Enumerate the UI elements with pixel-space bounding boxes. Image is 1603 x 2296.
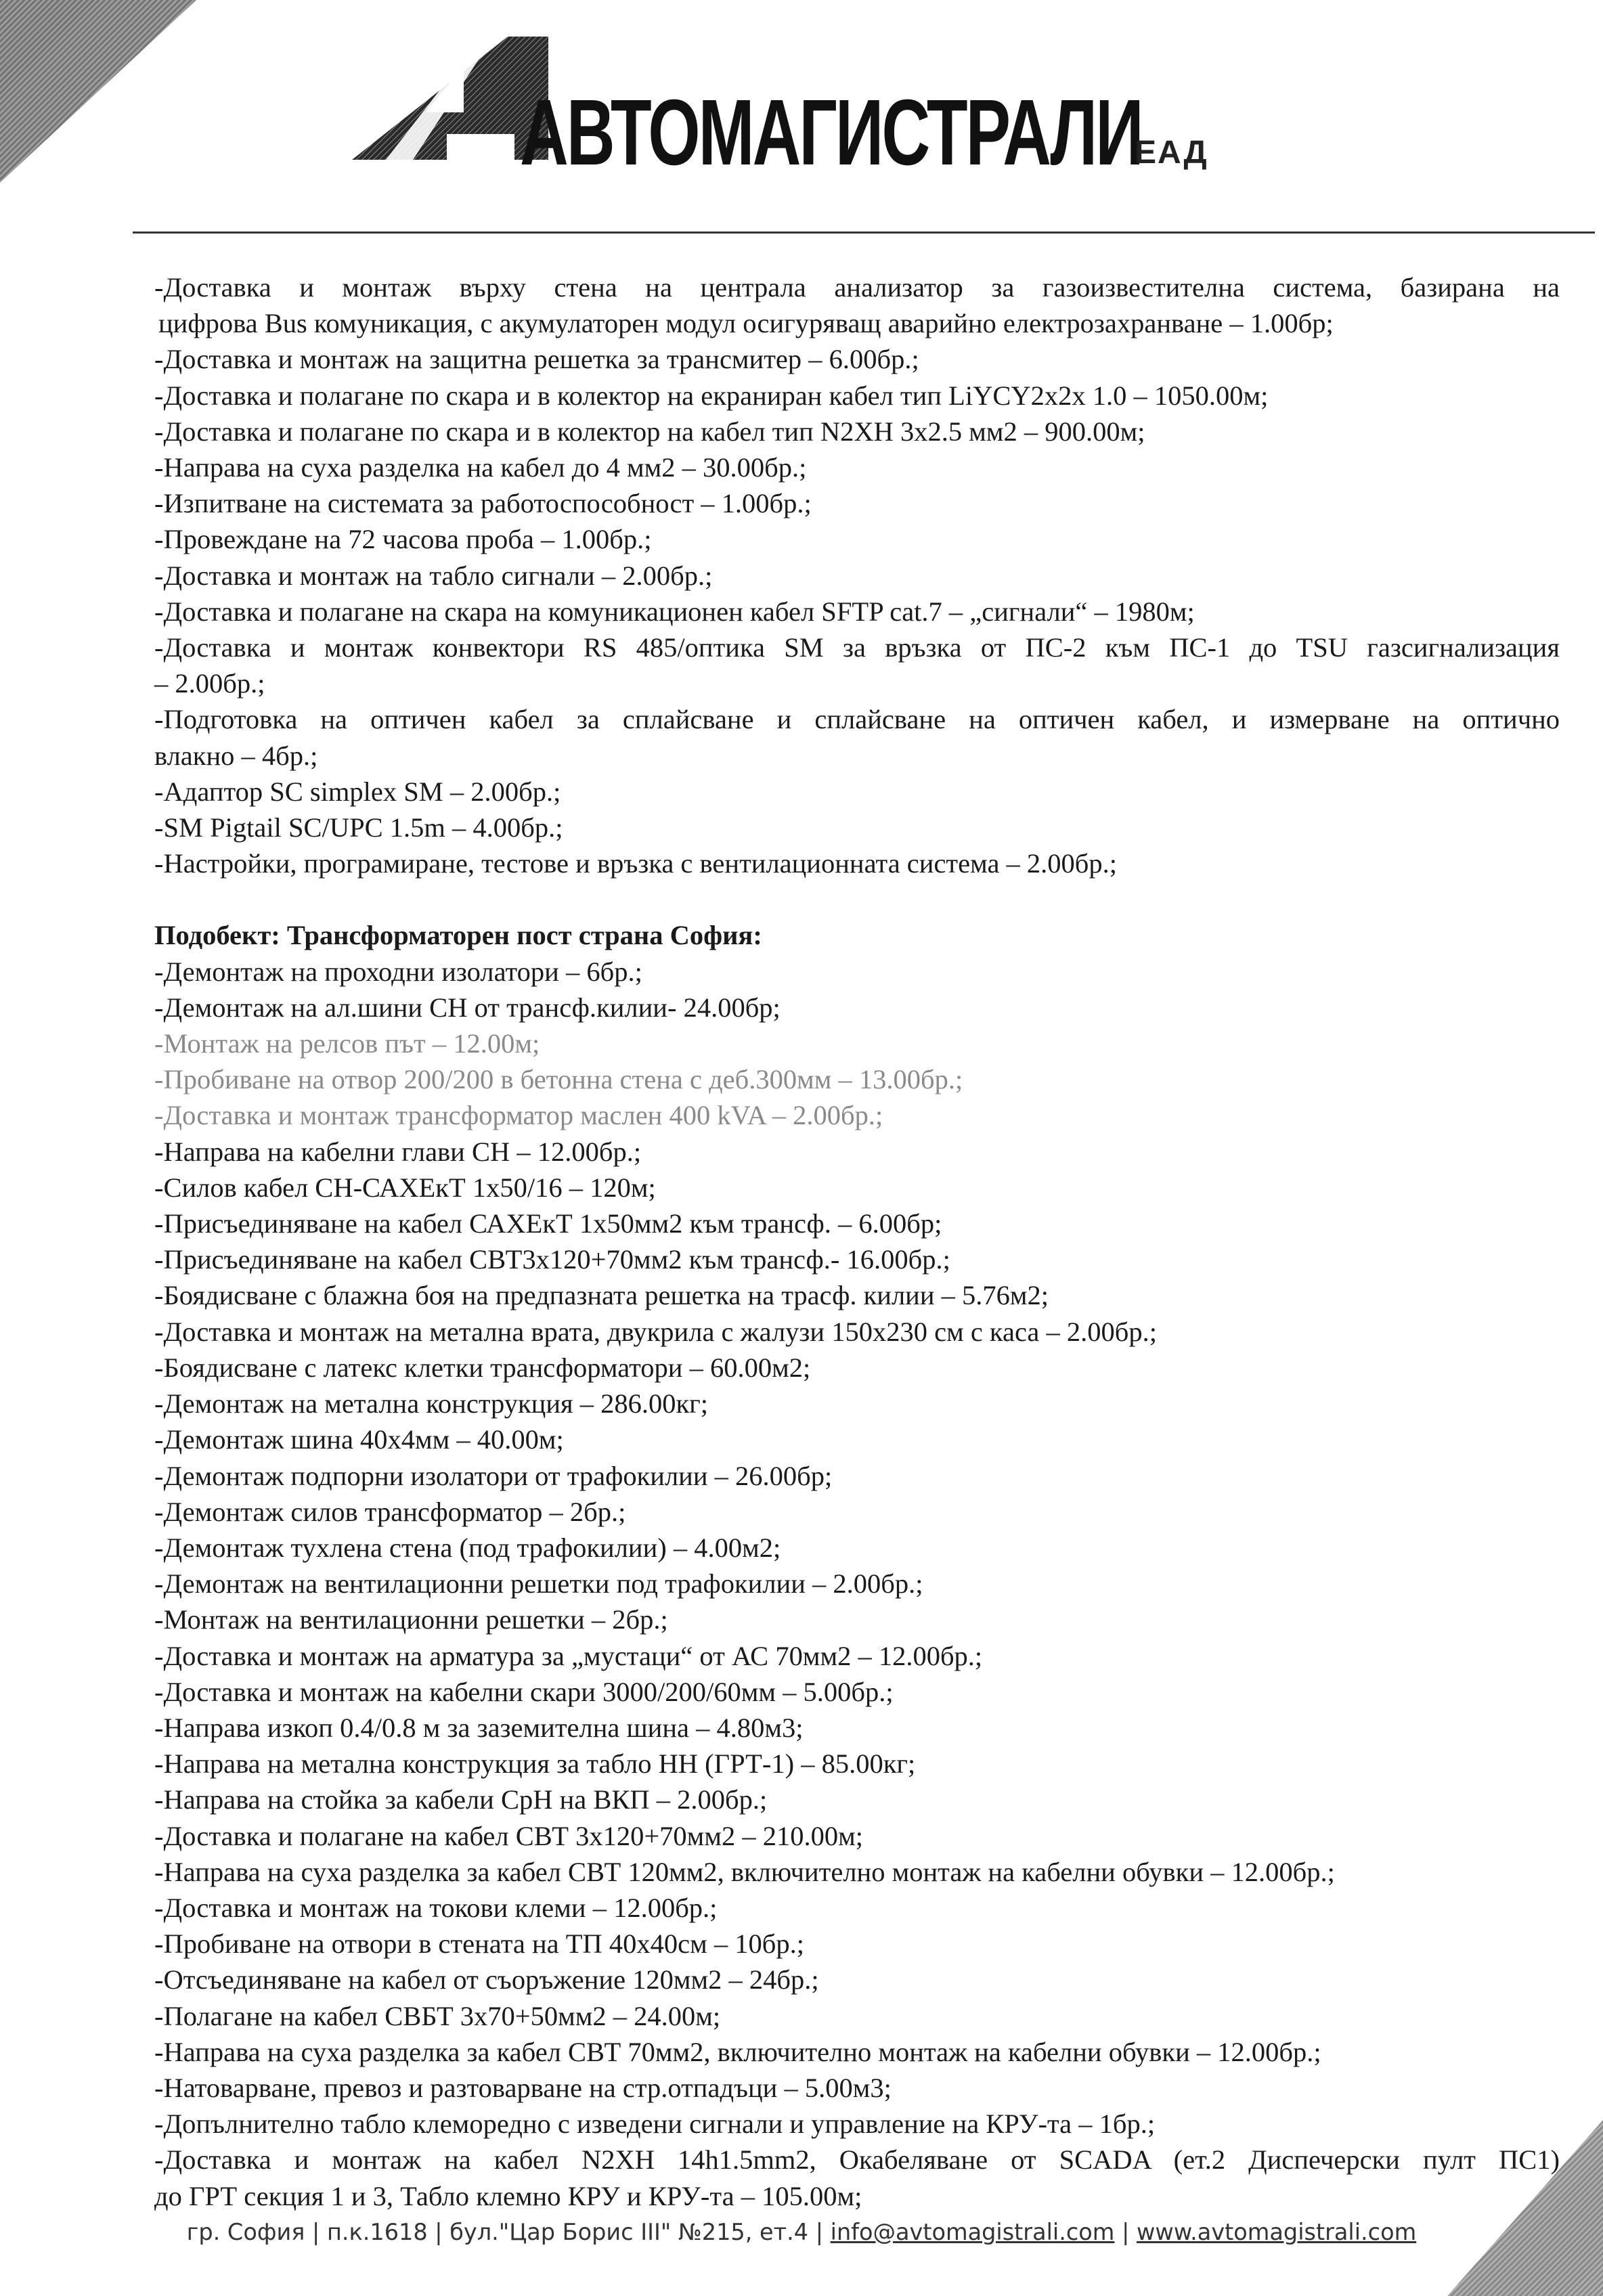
list-item: -Доставка и монтаж на арматура за „мустаци“ от АС 70мм2 – 12.00бр.; [154, 1640, 983, 1671]
list-item: -Монтаж на релсов път – 12.00м; [154, 1028, 540, 1059]
list-item: -Адаптор SC simplex SM – 2.00бр.; [154, 776, 561, 807]
list-item: влакно – 4бр.; [154, 740, 318, 771]
list-item: -Демонтаж тухлена стена (под трафокилии) – 4.00м2; [154, 1532, 781, 1563]
list-item: -Направа на стойка за кабели СрН на ВКП – 2.00бр.; [154, 1784, 768, 1815]
list-item: -Направа на кабелни глави СН – 12.00бр.; [154, 1136, 642, 1167]
list-item: -Боядисване с латекс клетки трансформатори – 60.00м2; [154, 1352, 811, 1383]
footer-website-link[interactable]: www.avtomagistrali.com [1137, 2219, 1417, 2245]
footer-email-link[interactable]: info@avtomagistrali.com [830, 2219, 1115, 2245]
document-body [154, 269, 1560, 2214]
list-item: -Пробиване на отвори в стената на ТП 40x40см – 10бр.; [154, 1928, 804, 1960]
list-item: -Пробиване на отвор 200/200 в бетонна стена с деб.300мм – 13.00бр.; [154, 1064, 963, 1095]
list-item: -Силов кабел СН-САХЕкТ 1x50/16 – 120м; [154, 1172, 656, 1203]
list-item: -Демонтаж на вентилационни решетки под трафокилии – 2.00бр.; [154, 1568, 923, 1599]
company-name: АВТОМАГИСТРАЛИ [520, 81, 1142, 185]
list-item: -Доставка и полагане на кабел СВТ 3x120+70мм2 – 210.00м; [154, 1820, 863, 1851]
list-item: -Доставка и монтаж на кабел N2XH 14h1.5mm2, Окабеляване от SCADA (ет.2 Диспечерски пулт ПС1) [154, 2144, 1560, 2176]
list-item: -Доставка и полагане по скара и в колектор на кабел тип N2XH 3x2.5 мм2 – 900.00м; [154, 416, 1145, 447]
list-item: – 2.00бр.; [154, 668, 265, 699]
list-item: -Направа изкоп 0.4/0.8 м за заземителна шина – 4.80м3; [154, 1712, 804, 1743]
list-item: -Направа на метална конструкция за табло НН (ГРТ-1) – 85.00кг; [154, 1748, 916, 1780]
list-item: -Настройки, програмиране, тестове и връзка с вентилационната система – 2.00бр.; [154, 848, 1118, 879]
list-item: -Демонтаж на проходни изолатори – 6бр.; [154, 956, 642, 987]
list-item: -Доставка и монтаж на метална врата, двукрила с жалузи 150x230 см с каса – 2.00бр.; [154, 1316, 1158, 1347]
list-item: -Боядисване с блажна боя на предпазната решетка на трасф. килии – 5.76м2; [154, 1280, 1049, 1311]
list-item: -Присъединяване на кабел САХЕкТ 1x50мм2 към трансф. – 6.00бр; [154, 1208, 942, 1239]
list-item: -Присъединяване на кабел СВТ3x120+70мм2 към трансф.- 16.00бр.; [154, 1244, 950, 1275]
section-spacer [154, 881, 1560, 917]
list-item: -Демонтаж шина 40x4мм – 40.00м; [154, 1424, 564, 1455]
letterhead [0, 0, 1603, 244]
footer-separator: | [1114, 2219, 1137, 2245]
company-suffix: ЕАД [1135, 135, 1208, 171]
list-item: -Доставка и монтаж трансформатор маслен 400 kVA – 2.00бр.; [154, 1100, 883, 1131]
list-item: -Доставка и полагане по скара и в колектор на екраниран кабел тип LiYCY2x2x 1.0 – 1050.00м; [154, 380, 1269, 411]
list-item: -Направа на суха разделка на кабел до 4 мм2 – 30.00бр.; [154, 452, 807, 483]
list-item: -Изпитване на системата за работоспособност – 1.00бр.; [154, 488, 812, 519]
list-item: -Направа на суха разделка за кабел СВТ 120мм2, включително монтаж на кабелни обувки – 12.00бр.; [154, 1856, 1335, 1887]
list-item: цифрова Bus комуникация, с акумулаторен модул осигуряващ аварийно електрозахранване – 1.00бр; [158, 308, 1334, 339]
list-item: -Демонтаж на метална конструкция – 286.00кг; [154, 1388, 709, 1419]
list-item: -Полагане на кабел СВБТ 3x70+50мм2 – 24.00м; [154, 2000, 721, 2031]
list-item: -Доставка и монтаж на табло сигнали – 2.00бр.; [154, 560, 713, 591]
list-item: до ГРТ секция 1 и 3, Табло клемно КРУ и КРУ-та – 105.00м; [154, 2180, 862, 2211]
header-divider [133, 231, 1595, 234]
list-item: -Доставка и монтаж на защитна решетка за трансмитер – 6.00бр.; [154, 344, 919, 375]
list-item: -Доставка и монтаж върху стена на централа анализатор за газоизвестителна система, базирана на [154, 272, 1560, 303]
list-item: -Доставка и полагане на скара на комуникационен кабел SFTP cat.7 – „сигнали“ – 1980м; [154, 596, 1195, 627]
footer-address: гр. София | п.к.1618 | бул."Цар Борис III" №215, ет.4 | [186, 2219, 831, 2245]
list-item: -Демонтаж силов трансформатор – 2бр.; [154, 1496, 626, 1527]
section-title: Подобект: Трансформаторен пост страна София: [154, 920, 762, 951]
list-item: -Доставка и монтаж на кабелни скари 3000/200/60мм – 5.00бр.; [154, 1676, 894, 1707]
list-item: -Монтаж на вентилационни решетки – 2бр.; [154, 1604, 668, 1635]
list-item: -Демонтаж на ал.шини СН от трансф.килии- 24.00бр; [154, 992, 781, 1023]
list-item: -Подготовка на оптичен кабел за сплайсване и сплайсване на оптичен кабел, и измерване на оптично [154, 704, 1560, 735]
page-footer [0, 2219, 1603, 2245]
list-item: -Доставка и монтаж на токови клеми – 12.00бр.; [154, 1892, 718, 1923]
list-item: -Направа на суха разделка за кабел СВТ 70мм2, включително монтаж на кабелни обувки – 12.00бр.; [154, 2036, 1321, 2067]
list-item: -Допълнително табло клеморедно с изведени сигнали и управление на КРУ-та – 1бр.; [154, 2109, 1156, 2140]
list-item: -SM Pigtail SC/UPC 1.5m – 4.00бр.; [154, 812, 563, 843]
list-item: -Демонтаж подпорни изолатори от трафокилии – 26.00бр; [154, 1460, 833, 1491]
list-item: -Доставка и монтаж конвектори RS 485/оптика SM за връзка от ПС-2 към ПС-1 до TSU газсигнализация [154, 632, 1560, 663]
list-item: -Отсъединяване на кабел от съоръжение 120мм2 – 24бр.; [154, 1964, 819, 1995]
list-item: -Натоварване, превоз и разтоварване на стр.отпадъци – 5.00м3; [154, 2072, 892, 2103]
list-item: -Провеждане на 72 часова проба – 1.00бр.; [154, 524, 652, 555]
